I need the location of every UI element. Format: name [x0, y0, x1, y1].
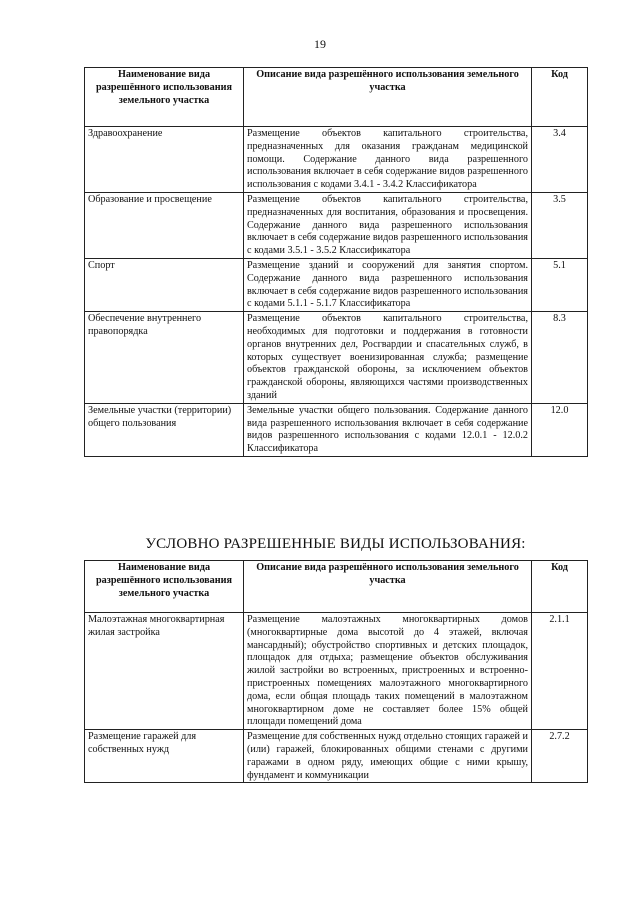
page-number: 19 [314, 37, 326, 51]
use-description: Земельные участки общего пользования. Содержание данного вида разрешенного использования включает в себя содержание видов разрешенного использования с кодами 12.0.1 - 12.0.2 Классификатора [244, 403, 532, 456]
use-name: Спорт [85, 258, 244, 311]
use-name: Образование и просвещение [85, 192, 244, 258]
use-description: Размещение зданий и сооружений для занятия спортом. Содержание данного вида разрешенного использования включает в себя содержание видов разрешенного использования с кодами 5.1.1 - 5.1.7 Классификатора [244, 258, 532, 311]
use-description: Размещение объектов капитального строительства, необходимых для подготовки и поддержания в готовности органов внутренних дел, Росгвардии и спасательных служб, в которых существует военизированная служба; размещение объектов гражданской обороны, за исключением объектов гражданской обороны, являющихся частями производственных зданий [244, 312, 532, 404]
use-description: Размещение объектов капитального строительства, предназначенных для оказания гражданам медицинской помощи. Содержание данного вида разрешенного использования включает в себя содержание видов разрешенного использования с кодами 3.4.1 - 3.4.2 Классификатора [244, 127, 532, 193]
table-row [85, 258, 588, 311]
table-row [85, 730, 588, 783]
table-row [85, 192, 588, 258]
conditional-uses-table [84, 560, 588, 783]
table-row [85, 312, 588, 404]
use-name: Земельные участки (территории) общего пользования [85, 403, 244, 456]
use-description: Размещение малоэтажных многоквартирных домов (многоквартирные дома высотой до 4 этажей, включая мансардный); обустройство спортивных и детских площадок, площадок для отдыха; размещение объектов обслуживания жилой застройки во встроенных, пристроенных и встроенно-пристроенных помещениях малоэтажного многоквартирного дома, если общая площадь таких помещений в малоэтажном многоквартирном доме не составляет более 15% общей площади помещений дома [244, 613, 532, 730]
header-code: Код [532, 561, 588, 613]
use-code: 2.7.2 [532, 730, 588, 783]
header-name: Наименование вида разрешённого использования земельного участка [85, 561, 244, 613]
header-description: Описание вида разрешённого использования земельного участка [244, 561, 532, 613]
use-description: Размещение объектов капитального строительства, предназначенных для воспитания, образования и просвещения. Содержание данного вида разрешенного использования включает в себя содержание видов разрешенного использования с кодами 3.5.1 - 3.5.2 Классификатора [244, 192, 532, 258]
use-code: 2.1.1 [532, 613, 588, 730]
permitted-uses-table [84, 67, 588, 457]
table-row [85, 403, 588, 456]
header-name: Наименование вида разрешённого использования земельного участка [85, 68, 244, 127]
conditional-uses-heading: УСЛОВНО РАЗРЕШЕННЫЕ ВИДЫ ИСПОЛЬЗОВАНИЯ: [145, 536, 526, 552]
header-code: Код [532, 68, 588, 127]
header-description: Описание вида разрешённого использования земельного участка [244, 68, 532, 127]
use-code: 8.3 [532, 312, 588, 404]
use-code: 3.4 [532, 127, 588, 193]
use-name: Обеспечение внутреннего правопорядка [85, 312, 244, 404]
table-header-row [85, 561, 588, 613]
use-code: 3.5 [532, 192, 588, 258]
use-code: 12.0 [532, 403, 588, 456]
use-name: Здравоохранение [85, 127, 244, 193]
table-row [85, 613, 588, 730]
use-code: 5.1 [532, 258, 588, 311]
table-header-row [85, 68, 588, 127]
table-row [85, 127, 588, 193]
use-description: Размещение для собственных нужд отдельно стоящих гаражей и (или) гаражей, блокированных общими стенами с другими гаражами в одном ряду, имеющих общие с ними крышу, фундамент и коммуникации [244, 730, 532, 783]
use-name: Размещение гаражей для собственных нужд [85, 730, 244, 783]
use-name: Малоэтажная многоквартирная жилая застройка [85, 613, 244, 730]
